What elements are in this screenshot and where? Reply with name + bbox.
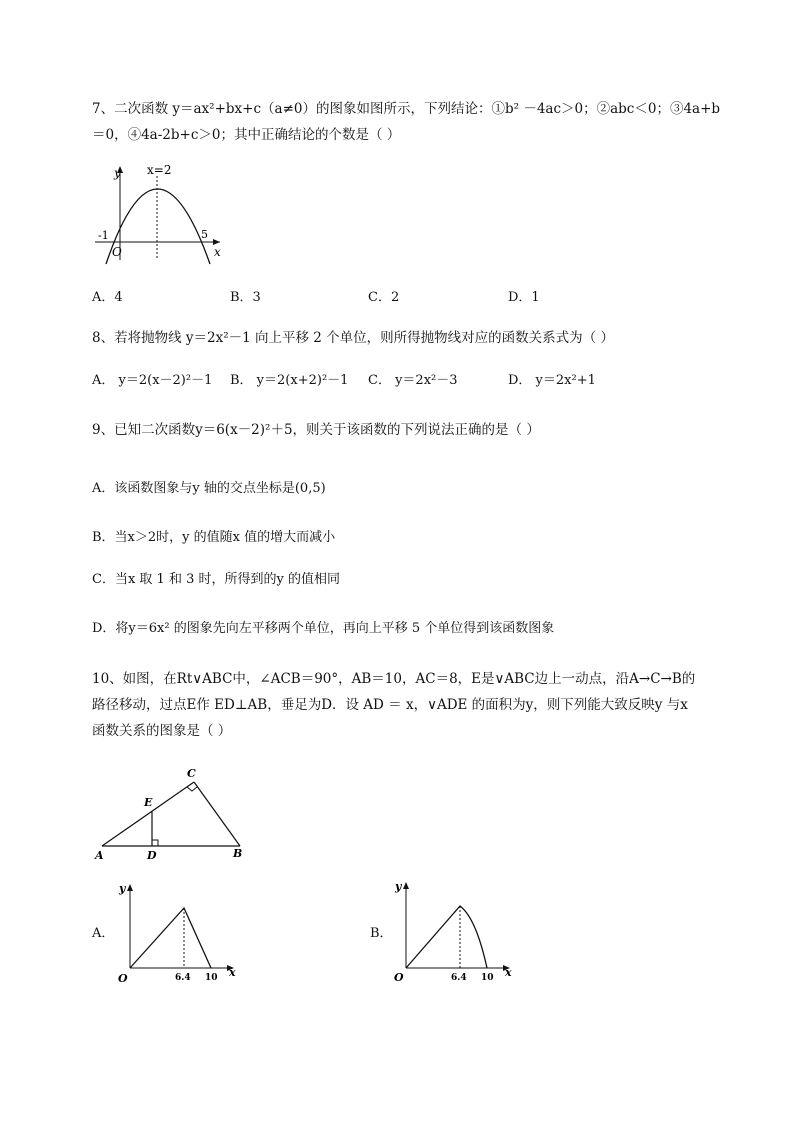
q10-option-a-graph (114, 880, 244, 990)
graph-b-tick-10: 10 (481, 973, 494, 983)
q8-text: 8、若将抛物线 y＝2x²－1 向上平移 2 个单位，则所得抛物线对应的函数关系式为（ ） (92, 330, 614, 346)
triangle-label-c: C (187, 767, 196, 780)
q10-text-line2: 路径移动，过点E作 ED⊥AB，垂足为D．设 AD ＝ x，∨ADE 的面积为y，则下列能大致反映y 与x (92, 697, 688, 713)
q7-x-label: x (214, 245, 221, 259)
graph-a-origin: O (118, 972, 128, 985)
graph-b-origin: O (394, 971, 404, 984)
q7-option-d: D．1 (508, 290, 540, 305)
graph-a-tick-64: 6.4 (175, 973, 191, 983)
q7-axis-label: x=2 (147, 163, 172, 177)
q8-option-a: A． y＝2(x－2)²－1 (92, 373, 213, 388)
graph-b-y-label: y (395, 880, 402, 893)
graph-a-tick-10: 10 (205, 973, 218, 983)
q8-option-c: C． y＝2x²－3 (368, 373, 458, 388)
q9-text: 9、已知二次函数y＝6(x－2)²＋5，则关于该函数的下列说法正确的是（ ） (92, 422, 540, 438)
q10-option-a-label: A． (92, 926, 115, 941)
q7-text-line2: ＝0，④4a-2b+c＞0；其中正确结论的个数是（ ） (92, 127, 401, 143)
q9-option-a: A．该函数图象与y 轴的交点坐标是(0,5) (92, 481, 326, 496)
q10-option-b-graph (390, 878, 520, 988)
q7-origin: O (112, 245, 122, 259)
q9-option-c: C．当x 取 1 和 3 时，所得到的y 的值相同 (92, 572, 340, 587)
triangle-label-a: A (95, 849, 104, 862)
q8-option-b: B． y＝2(x+2)²－1 (230, 373, 349, 388)
graph-a-y-label: y (119, 882, 126, 895)
q10-text-line1: 10、如图，在Rt∨ABC中，∠ACB＝90°，AB＝10，AC＝8，E是∨ABC边上一动点，沿A→C→B的 (92, 671, 696, 687)
q10-text-line3: 函数关系的图象是（ ） (92, 723, 232, 739)
q7-text-line1: 7、二次函数 y＝ax²+bx+c（a≠0）的图象如图所示，下列结论：①b² －4ac＞0；②abc＜0；③4a+b (92, 101, 721, 117)
q9-option-b: B．当x＞2时，y 的值随x 值的增大而减小 (92, 530, 336, 545)
graph-b-tick-64: 6.4 (451, 973, 467, 983)
q7-parabola-graph (92, 160, 232, 270)
q7-y-label: y (114, 166, 121, 180)
q10-triangle-figure (92, 766, 262, 866)
q9-option-d: D．将y＝6x² 的图象先向左平移两个单位，再向上平移 5 个单位得到该函数图象 (92, 621, 555, 636)
q7-right-root: 5 (201, 228, 208, 241)
triangle-label-e: E (144, 796, 153, 809)
q7-option-a: A．4 (92, 290, 123, 305)
q10-option-b-label: B． (370, 926, 393, 941)
q7-option-b: B．3 (230, 290, 261, 305)
q8-option-d: D． y＝2x²+1 (508, 373, 596, 388)
graph-b-x-label: x (505, 966, 512, 979)
q7-left-root: -1 (98, 229, 109, 242)
q7-option-c: C．2 (368, 290, 400, 305)
triangle-label-d: D (147, 849, 157, 862)
triangle-label-b: B (233, 847, 243, 860)
graph-a-x-label: x (229, 966, 236, 979)
